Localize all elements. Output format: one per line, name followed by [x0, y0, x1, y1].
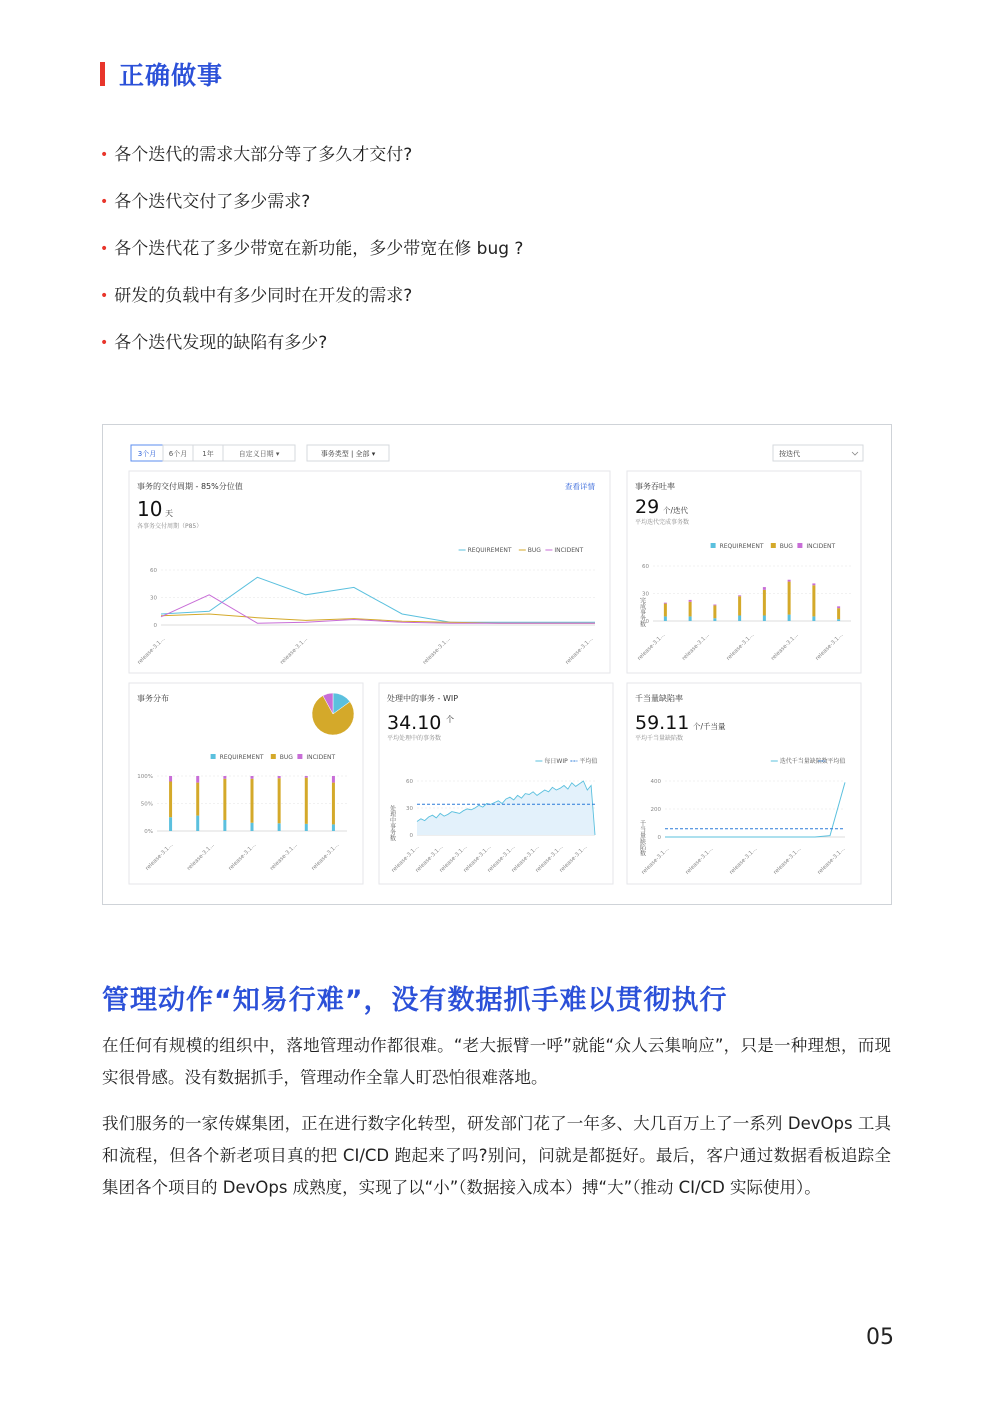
list-item: • 各个迭代花了多少带宽在新功能，多少带宽在修 bug ?: [100, 239, 524, 259]
legend-label: REQUIREMENT: [219, 754, 264, 761]
x-tick-label: release-3.1...: [186, 842, 216, 872]
x-tick-label: release-3.1...: [728, 846, 759, 876]
section-title-text: 正确做事: [119, 61, 224, 90]
bar-segment: [332, 783, 335, 825]
wip-value: 34.10: [387, 712, 442, 734]
bar-segment: [169, 776, 172, 782]
bar-segment: [738, 595, 741, 596]
x-tick-label: release-3.1...: [772, 846, 803, 876]
defect-subtitle: 平均千当量缺陷数: [635, 735, 684, 742]
tab-3-months-label: 3个月: [137, 450, 157, 458]
bar-segment: [812, 616, 815, 621]
x-tick-label: release-3.1...: [310, 842, 341, 872]
bar-segment: [305, 778, 308, 824]
cycle-title: 事务的交付周期 - 85%分位值: [137, 482, 243, 491]
x-tick-label: release-3.1...: [269, 842, 299, 872]
x-tick-label: release-3.1...: [640, 846, 671, 876]
bullet-dot-icon: •: [100, 147, 109, 163]
dashboard-svg: [103, 425, 891, 904]
bar-segment: [689, 602, 692, 617]
x-tick-label: release-3.1...: [486, 844, 517, 874]
list-item: • 各个迭代发现的缺陷有多少?: [100, 333, 328, 353]
filter-bar: [131, 445, 863, 461]
bar-segment: [763, 590, 766, 616]
y-tick-label: 0: [153, 623, 157, 629]
bar-segment: [713, 605, 716, 606]
x-tick-label: release-3.1...: [144, 842, 175, 872]
question-list: [100, 143, 523, 378]
tab-custom-date-label: 自定义日期 ▾: [238, 450, 280, 458]
legend-swatch: [797, 543, 802, 548]
legend-swatch: [271, 754, 276, 759]
x-tick-label: release-3.1...: [534, 844, 565, 874]
legend-swatch: [297, 754, 302, 759]
tab-6-months-label: 6个月: [168, 450, 188, 458]
y-tick-label: 30: [642, 591, 649, 598]
legend-label: INCIDENT: [806, 543, 836, 550]
defect-title: 千当量缺陷率: [635, 694, 683, 703]
bar-segment: [196, 776, 199, 783]
bar-segment: [812, 583, 815, 585]
defect-unit: 个/千当量: [693, 722, 726, 731]
bullet-dot-icon: •: [100, 288, 109, 304]
x-tick-label: release-3.1...: [564, 636, 595, 666]
x-tick-label: release-3.1...: [279, 636, 310, 666]
type-select-label: 事务类型 | 全部 ▾: [320, 450, 376, 458]
legend-label: INCIDENT: [306, 754, 336, 761]
y-tick-label: 60: [406, 779, 413, 785]
cycle-unit: 天: [165, 509, 173, 518]
wip-title: 处理中的事务 - WIP: [387, 694, 459, 703]
y-tick-label: 60: [150, 568, 157, 574]
legend-label: 平均值: [579, 758, 598, 765]
x-tick-label: release-3.1...: [681, 632, 711, 662]
paragraph-case: 我们服务的一家传媒集团，正在进行数字化转型，研发部门花了一年多、大几百万上了一系列 DevOps 工具和流程，但各个新老项目真的把 CI/CD 跑起来了吗?别问，问就是都挺好。最后，客户通过数据看板追踪全集团各个项目的 DevOps 成熟度，实现了以“小”（数据接入成本）搏“大”（推动 CI/CD 实际使用）。: [102, 1114, 891, 1197]
legend-label: 迭代千当量缺陷数: [779, 758, 828, 765]
bar-segment: [837, 619, 840, 621]
bullet-dot-icon: •: [100, 335, 109, 351]
y-tick-label: 0%: [144, 829, 153, 835]
bar-segment: [305, 776, 308, 778]
x-tick-label: release-3.1...: [422, 636, 452, 666]
y-tick-label: 0: [645, 619, 649, 625]
x-tick-label: release-3.1...: [390, 844, 421, 874]
x-tick-label: release-3.1...: [136, 636, 167, 666]
wip-unit: 个: [446, 715, 454, 724]
bar-segment: [837, 608, 840, 619]
bar-segment: [223, 776, 226, 779]
bar-segment: [278, 776, 281, 778]
panel-cycle-time: [129, 471, 610, 673]
view-details-link[interactable]: 查看详情: [565, 482, 595, 491]
throughput-ylabel: 完成事务数: [638, 597, 646, 627]
wip-subtitle: 平均处理中的事务数: [387, 735, 442, 742]
bar-segment: [223, 820, 226, 831]
bar-segment: [251, 779, 254, 823]
x-tick-label: release-3.1...: [414, 844, 445, 874]
bar-segment: [251, 776, 254, 779]
legend-label: REQUIREMENT: [719, 543, 764, 550]
section-title-marker: [100, 62, 105, 86]
bar-segment: [169, 817, 172, 831]
legend-label: 平均值: [827, 758, 846, 765]
paragraph-intro: 在任何有规模的组织中，落地管理动作都很难。“老大振臂一呼”就能“众人云集响应”，只是一种理想，而现实很骨感。没有数据抓手，管理动作全靠人盯恐怕很难落地。: [102, 1036, 891, 1087]
bar-segment: [763, 616, 766, 622]
x-tick-label: release-3.1...: [684, 846, 715, 876]
y-tick-label: 100%: [137, 774, 153, 780]
bar-segment: [278, 778, 281, 823]
bar-segment: [738, 616, 741, 622]
y-tick-label: 30: [406, 806, 413, 812]
defect-value: 59.11: [635, 712, 690, 734]
bar-segment: [763, 587, 766, 590]
legend-label: 每日WIP: [544, 758, 568, 765]
bar-segment: [664, 616, 667, 621]
y-tick-label: 400: [650, 779, 661, 785]
x-tick-label: release-3.1...: [814, 632, 845, 662]
legend-swatch: [711, 543, 716, 548]
bar-segment: [332, 776, 335, 783]
legend-label: INCIDENT: [554, 547, 584, 554]
throughput-value: 29: [635, 496, 660, 518]
legend-label: BUG: [527, 547, 541, 554]
bullet-dot-icon: •: [100, 194, 109, 210]
x-tick-label: release-3.1...: [227, 842, 258, 872]
defect-ylabel: 千当量缺陷数: [638, 820, 646, 856]
legend-label: BUG: [279, 754, 293, 761]
bar-segment: [332, 824, 335, 831]
section-title: [100, 56, 223, 92]
x-tick-label: release-3.1...: [558, 844, 589, 874]
y-tick-label: 30: [150, 595, 157, 602]
throughput-subtitle: 平均迭代完成事务数: [635, 519, 690, 526]
iteration-select-label: 按迭代: [779, 450, 800, 458]
legend-label: BUG: [779, 543, 793, 550]
bar-segment: [713, 618, 716, 621]
y-tick-label: 200: [650, 807, 661, 813]
y-tick-label: 60: [642, 564, 649, 570]
x-tick-label: release-3.1...: [510, 844, 541, 874]
x-tick-label: release-3.1...: [636, 632, 667, 662]
bar-segment: [278, 823, 281, 831]
legend-swatch: [211, 754, 216, 759]
tab-1-year-label: 1年: [202, 450, 214, 458]
dashboard-screenshot: [102, 424, 892, 905]
list-item: • 各个迭代的需求大部分等了多久才交付?: [100, 145, 413, 165]
bar-segment: [812, 585, 815, 616]
bar-segment: [196, 783, 199, 816]
legend-swatch: [771, 543, 776, 548]
bar-segment: [169, 782, 172, 818]
y-tick-label: 0: [409, 833, 413, 839]
list-item: • 研发的负载中有多少同时在开发的需求?: [100, 286, 413, 306]
legend-label: REQUIREMENT: [467, 547, 512, 554]
x-tick-label: release-3.1...: [770, 632, 800, 662]
x-tick-label: release-3.1...: [438, 844, 469, 874]
bar-segment: [788, 582, 791, 615]
throughput-unit: 个/迭代: [663, 506, 689, 515]
bar-segment: [837, 606, 840, 608]
x-tick-label: release-3.1...: [462, 844, 493, 874]
bar-segment: [196, 816, 199, 831]
bar-segment: [223, 779, 226, 820]
bar-segment: [738, 596, 741, 615]
bar-segment: [689, 616, 692, 621]
bar-segment: [713, 605, 716, 618]
bar-segment: [689, 600, 692, 602]
cycle-subtitle: 各事务交付周期（P85）: [137, 523, 203, 530]
bar-segment: [664, 604, 667, 617]
wip-ylabel: 处理中事务数: [388, 805, 396, 841]
y-tick-label: 0: [657, 835, 661, 841]
bar-segment: [664, 603, 667, 604]
x-tick-label: release-3.1...: [725, 632, 756, 662]
x-tick-label: release-3.1...: [816, 846, 847, 876]
distribution-title: 事务分布: [137, 694, 169, 703]
throughput-title: 事务吞吐率: [635, 482, 675, 491]
bar-segment: [788, 615, 791, 621]
bar-segment: [251, 823, 254, 831]
list-item: • 各个迭代交付了多少需求?: [100, 192, 311, 212]
heading-management: 管理动作“知易行难”，没有数据抓手难以贯彻执行: [102, 985, 728, 1016]
page-number: 05: [866, 1325, 894, 1350]
cycle-value: 10: [137, 497, 163, 521]
y-tick-label: 50%: [140, 801, 153, 808]
bullet-dot-icon: •: [100, 241, 109, 257]
bar-segment: [788, 580, 791, 582]
bar-segment: [305, 824, 308, 831]
